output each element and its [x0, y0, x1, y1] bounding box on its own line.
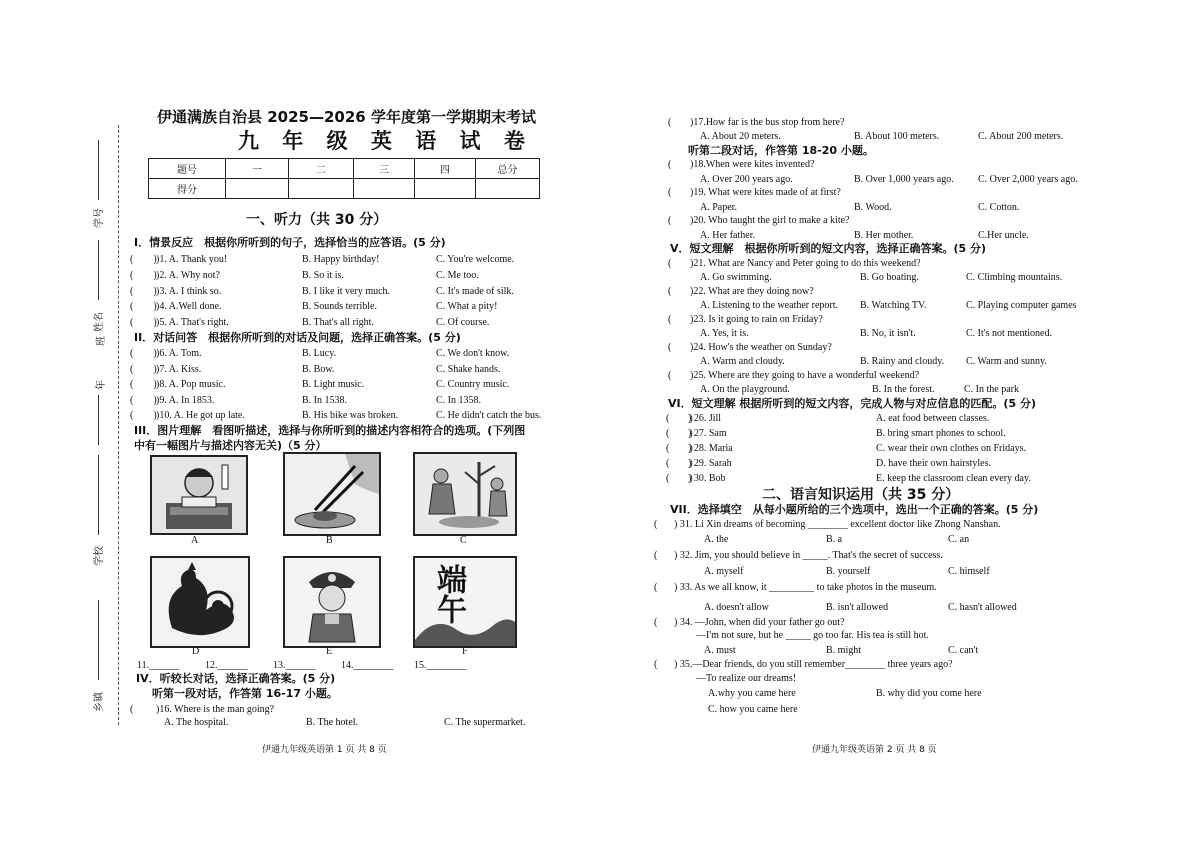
- q17-stem: )17.How far is the bus stop from here?: [690, 117, 845, 128]
- q1-option-b: B. Happy birthday!: [302, 254, 380, 265]
- q3-option-c: C. It's made of silk.: [436, 286, 514, 297]
- picture-a-caption: A: [191, 535, 199, 546]
- q20-stem: )20. Who taught the girl to make a kite?: [690, 215, 850, 226]
- q22-option-b: B. Watching TV.: [860, 300, 927, 311]
- binding-name-line: [98, 240, 99, 300]
- match-option-d: D. have their own hairstyles.: [876, 458, 991, 469]
- q31-option-c: C. an: [948, 534, 970, 545]
- q21-option-a: A. Go swimming.: [700, 272, 772, 283]
- q31-option-b: B. a: [826, 534, 843, 545]
- q31-stem: ) 31. Li Xin dreams of becoming ________ excellent doctor like Zhong Nanshan.: [674, 519, 1001, 530]
- q35-stem: ) 35.—Dear friends, do you still remember________ three years ago?: [674, 659, 953, 670]
- q3-option-a: )3. A. I think so.: [156, 286, 222, 297]
- q23-option-c: C. It's not mentioned.: [966, 328, 1052, 339]
- score-col-header: 总分: [476, 159, 540, 179]
- q9-paren[interactable]: ( ): [130, 395, 157, 406]
- q18-paren[interactable]: (: [668, 159, 672, 170]
- match-option-c: C. wear their own clothes on Fridays.: [876, 443, 1026, 454]
- q22-option-c: C. Playing computer games: [966, 300, 1077, 311]
- q20-option-c: C.Her uncle.: [978, 230, 1029, 241]
- q16-stem: )16. Where is the man going?: [156, 704, 275, 715]
- binding-grade-label: 年: [96, 380, 107, 390]
- q27-person: ) 27. Sam: [688, 428, 727, 439]
- q34-stem: ) 34. —John, when did your father go out?: [674, 617, 845, 628]
- q33-option-a: A. doesn't allow: [704, 602, 769, 613]
- q23-option-a: A. Yes, it is.: [700, 328, 749, 339]
- q10-option-c: C. He didn't catch the bus.: [436, 410, 542, 421]
- q6-option-a: )6. A. Tom.: [156, 348, 202, 359]
- binding-town-line: [98, 600, 99, 680]
- section-II-title: II．对话问答 根据你所听到的对话及问题，选择正确答案。(5 分): [134, 331, 461, 344]
- binding-student-no-label: 学号: [94, 208, 105, 228]
- q4-paren[interactable]: ( ): [130, 301, 157, 312]
- answer-blank-15[interactable]: 15.________: [414, 660, 467, 671]
- score-row-label: 得分: [149, 179, 226, 199]
- q2-option-c: C. Me too.: [436, 270, 479, 281]
- q4-option-c: C. What a pity!: [436, 301, 498, 312]
- q5-paren[interactable]: ( ): [130, 317, 157, 328]
- q29-paren[interactable]: ( ): [666, 458, 693, 469]
- q10-option-a: )10. A. He got up late.: [156, 410, 245, 421]
- answer-blank-12[interactable]: 12.______: [205, 660, 248, 671]
- picture-b-chopsticks: [283, 452, 381, 536]
- q25-paren[interactable]: (: [668, 370, 672, 381]
- binding-town-label: 乡镇: [94, 692, 105, 712]
- q17-option-b: B. About 100 meters.: [854, 131, 940, 142]
- exam-title-line2: 九 年 级 英 语 试 卷: [238, 129, 533, 153]
- q31-paren[interactable]: (: [654, 519, 658, 530]
- picture-f-duanwu: [413, 556, 517, 648]
- q24-paren[interactable]: (: [668, 342, 672, 353]
- q22-stem: )22. What are they doing now?: [690, 286, 814, 297]
- q31-option-a: A. the: [704, 534, 729, 545]
- q25-option-b: B. In the forest.: [872, 384, 935, 395]
- q19-option-b: B. Wood.: [854, 202, 892, 213]
- picture-d-rooster-papercut: [150, 556, 250, 648]
- match-option-a: A. eat food between classes.: [876, 413, 990, 424]
- section-IV-title: IV．听较长对话，选择正确答案。(5 分): [136, 672, 336, 685]
- q8-option-b: B. Light music.: [302, 379, 365, 390]
- q2-option-a: )2. A. Why not?: [156, 270, 220, 281]
- q9-option-c: C. In 1358.: [436, 395, 481, 406]
- binding-school-label: 学校: [94, 546, 105, 566]
- q33-paren[interactable]: (: [654, 582, 658, 593]
- q30-person: ) 30. Bob: [688, 473, 726, 484]
- right-page-footer: 伊通九年级英语第 2 页 共 8 页: [812, 745, 937, 755]
- answer-blank-11[interactable]: 11.______: [137, 660, 180, 671]
- q16-option-c: C. The supermarket.: [444, 717, 526, 728]
- q5-option-b: B. That's all right.: [302, 317, 374, 328]
- q27-paren[interactable]: ( ): [666, 428, 693, 439]
- left-page-footer: 伊通九年级英语第 1 页 共 8 页: [262, 745, 387, 755]
- q2-option-b: B. So it is.: [302, 270, 344, 281]
- q5-option-a: )5. A. That's right.: [156, 317, 229, 328]
- picture-b-caption: B: [326, 535, 333, 546]
- q20-option-b: B. Her mother.: [854, 230, 914, 241]
- section-IV-sub1: 听第一段对话，作答第 16-17 小题。: [152, 687, 338, 700]
- score-col-header: 二: [289, 159, 354, 179]
- binding-class-line: [98, 395, 99, 445]
- picture-c-planting-tree: [413, 452, 517, 536]
- binding-class-label: 班: [96, 336, 107, 346]
- q33-option-b: B. isn't allowed: [826, 602, 889, 613]
- q8-option-c: C. Country music.: [436, 379, 510, 390]
- binding-line: [118, 125, 119, 725]
- q9-option-a: )9. A. In 1853.: [156, 395, 215, 406]
- score-cell[interactable]: [354, 179, 415, 199]
- q6-option-b: B. Lucy.: [302, 348, 337, 359]
- q21-option-c: C. Climbing mountains.: [966, 272, 1063, 283]
- picture-f-calligraphy: 端午: [431, 564, 466, 624]
- q1-option-c: C. You're welcome.: [436, 254, 515, 265]
- q8-paren[interactable]: ( ): [130, 379, 157, 390]
- q18-option-b: B. Over 1,000 years ago.: [854, 174, 954, 185]
- section-III-title-line1: III．图片理解 看图听描述，选择与你所听到的描述内容相符合的选项。(下列图: [134, 424, 526, 437]
- q34-option-b: B. might: [826, 645, 862, 656]
- section-III-title-line2: 中有一幅图片与描述内容无关)（5 分）: [134, 439, 327, 452]
- picture-c-caption: C: [460, 535, 467, 546]
- picture-e-policeman: [283, 556, 381, 648]
- q32-option-c: C. himself: [948, 566, 990, 577]
- q19-option-c: C. Cotton.: [978, 202, 1020, 213]
- q17-option-a: A. About 20 meters.: [700, 131, 781, 142]
- right-page: [600, 0, 1200, 849]
- q25-stem: )25. Where are they going to have a wonderful weekend?: [690, 370, 920, 381]
- q21-option-b: B. Go boating.: [860, 272, 919, 283]
- q23-stem: )23. Is it going to rain on Friday?: [690, 314, 823, 325]
- q19-paren[interactable]: (: [668, 187, 672, 198]
- q17-option-c: C. About 200 meters.: [978, 131, 1064, 142]
- q22-paren[interactable]: (: [668, 286, 672, 297]
- q25-option-a: A. On the playground.: [700, 384, 790, 395]
- picture-f-caption: F: [462, 646, 468, 657]
- q35-option-c: C. how you came here: [708, 704, 798, 715]
- q32-stem: ) 32. Jim, you should believe in _____. That's the secret of success.: [674, 550, 943, 561]
- q16-option-a: A. The hospital.: [164, 717, 229, 728]
- q9-option-b: B. In 1538.: [302, 395, 347, 406]
- binding-school-line: [98, 455, 99, 535]
- score-cell[interactable]: [415, 179, 476, 199]
- q34-option-c: C. can't: [948, 645, 979, 656]
- q23-paren[interactable]: (: [668, 314, 672, 325]
- q3-option-b: B. I like it very much.: [302, 286, 391, 297]
- q4-option-a: )4. A.Well done.: [156, 301, 222, 312]
- score-col-header: 四: [415, 159, 476, 179]
- q35-option-a: A.why you came here: [708, 688, 796, 699]
- q1-paren[interactable]: ( ): [130, 254, 157, 265]
- q19-option-a: A. Paper.: [700, 202, 737, 213]
- q6-option-c: C. We don't know.: [436, 348, 510, 359]
- q7-option-b: B. Bow.: [302, 364, 335, 375]
- q7-paren[interactable]: ( ): [130, 364, 157, 375]
- score-cell[interactable]: [289, 179, 354, 199]
- q26-person: ) 26. Jill: [688, 413, 722, 424]
- score-cell[interactable]: [226, 179, 289, 199]
- q35-line2: —To realize our dreams!: [696, 673, 797, 684]
- part1-title: 一、听力（共 30 分）: [246, 212, 388, 228]
- q8-option-a: )8. A. Pop music.: [156, 379, 226, 390]
- section-VI-title: VI．短文理解 根据所听到的短文内容，完成人物与对应信息的匹配。(5 分): [668, 397, 1036, 410]
- q16-paren[interactable]: (: [130, 704, 134, 715]
- q26-paren[interactable]: ( ): [666, 413, 693, 424]
- q24-stem: )24. How's the weather on Sunday?: [690, 342, 832, 353]
- q35-paren[interactable]: (: [654, 659, 658, 670]
- q19-stem: )19. What were kites made of at first?: [690, 187, 841, 198]
- q5-option-c: C. Of course.: [436, 317, 490, 328]
- q34-line2: —I'm not sure, but he _____ go too far. His tea is still hot.: [696, 630, 929, 641]
- answer-blank-13[interactable]: 13.______: [273, 660, 316, 671]
- q29-person: ) 29. Sarah: [688, 458, 732, 469]
- q21-stem: )21. What are Nancy and Peter going to do this weekend?: [690, 258, 921, 269]
- q23-option-b: B. No, it isn't.: [860, 328, 916, 339]
- binding-name-label: 姓名: [94, 312, 105, 332]
- q1-option-a: )1. A. Thank you!: [156, 254, 228, 265]
- q16-option-b: B. The hotel.: [306, 717, 359, 728]
- answer-blank-14[interactable]: 14.________: [341, 660, 394, 671]
- q4-option-b: B. Sounds terrible.: [302, 301, 377, 312]
- q25-option-c: C. In the park: [964, 384, 1019, 395]
- section-VII-title: VII．选择填空 从每小题所给的三个选项中，选出一个正确的答案。(5 分): [670, 503, 1039, 516]
- section-V-title: V．短文理解 根据你所听到的短文内容，选择正确答案。(5 分): [670, 242, 987, 255]
- q33-option-c: C. hasn't allowed: [948, 602, 1017, 613]
- score-cell[interactable]: [476, 179, 540, 199]
- score-table: [148, 158, 540, 199]
- q18-stem: )18.When were kites invented?: [690, 159, 815, 170]
- q30-paren[interactable]: ( ): [666, 473, 693, 484]
- q18-option-a: A. Over 200 years ago.: [700, 174, 793, 185]
- q24-option-c: C. Warm and sunny.: [966, 356, 1047, 367]
- q10-option-b: B. His bike was broken.: [302, 410, 399, 421]
- score-table-header-row: [149, 159, 540, 179]
- part2-title: 二、语言知识运用（共 35 分）: [762, 487, 960, 503]
- q6-paren[interactable]: ( ): [130, 348, 157, 359]
- q2-paren[interactable]: ( ): [130, 270, 157, 281]
- q32-option-b: B. yourself: [826, 566, 871, 577]
- q20-paren[interactable]: (: [668, 215, 672, 226]
- q18-option-c: C. Over 2,000 years ago.: [978, 174, 1078, 185]
- q33-stem: ) 33. As we all know, it _________ to take photos in the museum.: [674, 582, 937, 593]
- q32-paren[interactable]: (: [654, 550, 658, 561]
- section-I-title: I．情景反应 根据你所听到的句子，选择恰当的应答语。(5 分): [134, 236, 446, 249]
- q17-paren[interactable]: (: [668, 117, 672, 128]
- q32-option-a: A. myself: [704, 566, 744, 577]
- q24-option-b: B. Rainy and cloudy.: [860, 356, 945, 367]
- q3-paren[interactable]: ( ): [130, 286, 157, 297]
- picture-d-caption: D: [192, 646, 200, 657]
- q7-option-c: C. Shake hands.: [436, 364, 501, 375]
- q22-option-a: A. Listening to the weather report.: [700, 300, 839, 311]
- q35-option-b: B. why did you come here: [876, 688, 982, 699]
- picture-a-boy-studying: [150, 455, 248, 535]
- score-col-header: 一: [226, 159, 289, 179]
- q21-paren[interactable]: (: [668, 258, 672, 269]
- q34-option-a: A. must: [704, 645, 736, 656]
- q20-option-a: A. Her father.: [700, 230, 755, 241]
- exam-title-line1: 伊通满族自治县 2025—2026 学年度第一学期期末考试: [157, 108, 536, 126]
- sub2-title: 听第二段对话，作答第 18-20 小题。: [688, 144, 874, 157]
- q24-option-a: A. Warm and cloudy.: [700, 356, 785, 367]
- score-col-header: 题号: [149, 159, 226, 179]
- q34-paren[interactable]: (: [654, 617, 658, 628]
- q10-paren[interactable]: ( ): [130, 410, 157, 421]
- picture-e-caption: E: [326, 646, 333, 657]
- score-col-header: 三: [354, 159, 415, 179]
- q7-option-a: )7. A. Kiss.: [156, 364, 202, 375]
- match-option-e: E. keep the classroom clean every day.: [876, 473, 1031, 484]
- score-table-score-row: [149, 179, 540, 199]
- match-option-b: B. bring smart phones to school.: [876, 428, 1006, 439]
- binding-student-no-line: [98, 140, 99, 200]
- q28-person: ) 28. Maria: [688, 443, 733, 454]
- q28-paren[interactable]: ( ): [666, 443, 693, 454]
- picture-f-waves: [415, 610, 515, 646]
